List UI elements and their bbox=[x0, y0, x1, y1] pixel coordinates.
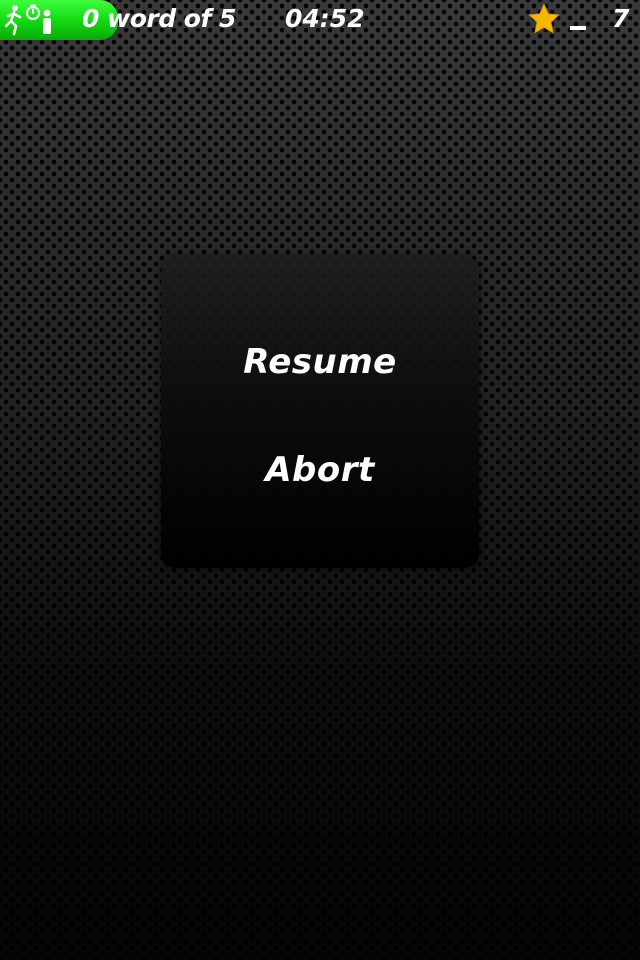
star-separator bbox=[570, 26, 586, 30]
star-icon bbox=[528, 3, 560, 35]
star-count: 7 bbox=[612, 4, 630, 33]
status-bar bbox=[0, 0, 640, 40]
word-count-text: 0 word of 5 bbox=[82, 4, 236, 33]
resume-button[interactable]: Resume bbox=[161, 332, 479, 392]
runner-timer-person-icon bbox=[2, 2, 66, 36]
countdown-timer: 04:52 bbox=[285, 4, 365, 33]
pause-menu-dialog bbox=[161, 256, 479, 568]
abort-button[interactable]: Abort bbox=[161, 440, 479, 500]
